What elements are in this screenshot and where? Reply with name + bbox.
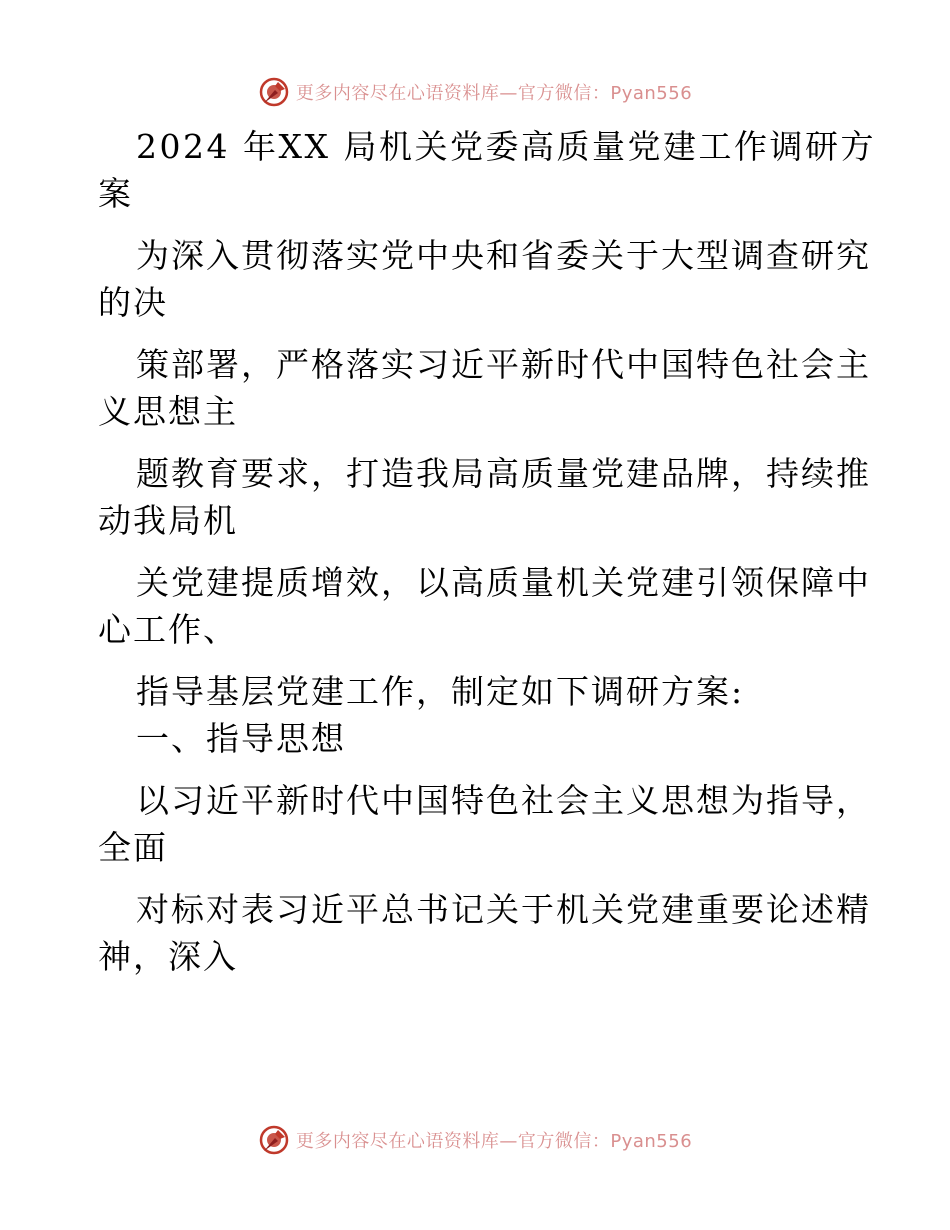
paragraph-line: 以习近平新时代中国特色社会主义思想为指导， [136, 781, 871, 820]
paragraph-line: 全面 [98, 827, 168, 867]
paragraph-line: 关党建提质增效，以高质量机关党建引领保障中 [136, 563, 871, 602]
paragraph-line: 指导基层党建工作，制定如下调研方案: [136, 672, 745, 711]
paragraph-line: 题教育要求，打造我局高质量党建品牌，持续推 [136, 454, 871, 493]
paragraph-line: 心工作、 [98, 609, 238, 649]
pen-nib-seal-icon [258, 76, 290, 108]
paragraph-line: 为深入贯彻落实党中央和省委关于大型调查研究 [136, 236, 871, 275]
section-heading: 一、指导思想 [136, 718, 346, 758]
watermark-text: 更多内容尽在心语资料库—官方微信：Pyan556 [295, 83, 693, 104]
paragraph-line: 的决 [98, 282, 168, 322]
document-title: 2024 年XX 局机关党委高质量党建工作调研方 [136, 127, 876, 166]
paragraph-line: 神，深入 [98, 936, 238, 976]
pen-nib-seal-icon [258, 1124, 290, 1156]
footer-watermark [0, 1120, 950, 1160]
document-title-continuation: 案 [98, 173, 133, 213]
watermark-text: 更多内容尽在心语资料库—官方微信：Pyan556 [295, 1131, 693, 1152]
header-watermark [0, 72, 950, 112]
paragraph-line: 动我局机 [98, 500, 238, 540]
paragraph-line: 对标对表习近平总书记关于机关党建重要论述精 [136, 890, 871, 929]
paragraph-line: 策部署，严格落实习近平新时代中国特色社会主 [136, 345, 871, 384]
paragraph-line: 义思想主 [98, 391, 238, 431]
document-body [98, 124, 876, 980]
